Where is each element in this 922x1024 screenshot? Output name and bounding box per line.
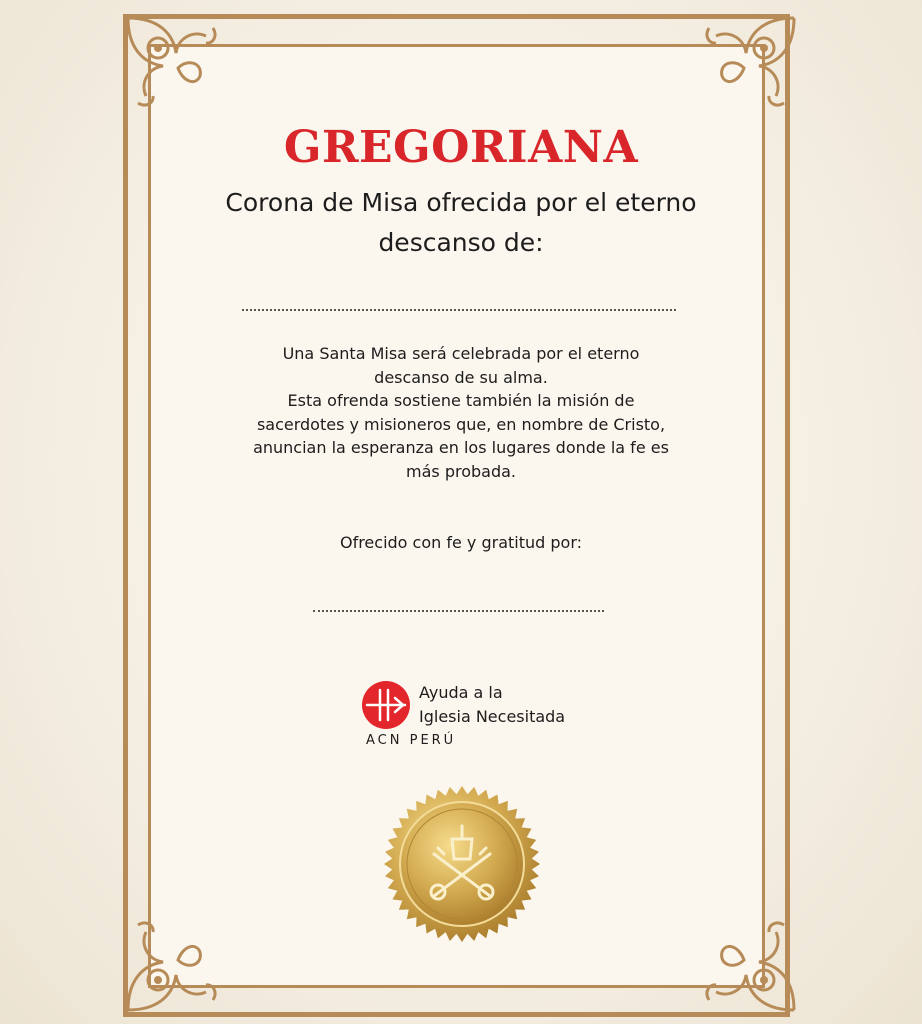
body-line: anuncian la esperanza en los lugares donde la fe es [253,438,669,457]
certificate-body [210,342,712,483]
corner-ornament-top-left-icon [118,8,234,124]
organization-name-line-1: Ayuda a la [419,683,503,702]
deceased-name-line [242,309,676,311]
organization-tagline: ACN PERÚ [366,733,457,748]
corner-ornament-top-right-icon [688,8,804,124]
corner-ornament-bottom-left-icon [118,904,234,1020]
subtitle-line-1: Corona de Misa ofrecida por el eterno [225,188,697,217]
body-line: descanso de su alma. [374,367,548,387]
certificate-subtitle [200,183,722,263]
subtitle-line-2: descanso de: [378,228,544,257]
corner-ornament-bottom-right-icon [688,904,804,1020]
body-line: Esta ofrenda sostiene también la misión de [287,391,635,410]
body-line: sacerdotes y misioneros que, en nombre de Cristo, [256,414,666,434]
papal-keys-seal-icon [382,784,542,944]
organization-name-line-2: Iglesia Necesitada [419,707,566,726]
donor-name-line [313,610,604,612]
organization-name [419,681,565,729]
body-line: más probada. [406,461,516,481]
certificate-title: GREGORIANA [283,122,639,173]
acn-cross-logo-icon [361,680,411,730]
body-line: Una Santa Misa será celebrada por el eterno [282,344,640,363]
offered-by-label: Ofrecido con fe y gratitud por: [339,533,583,552]
